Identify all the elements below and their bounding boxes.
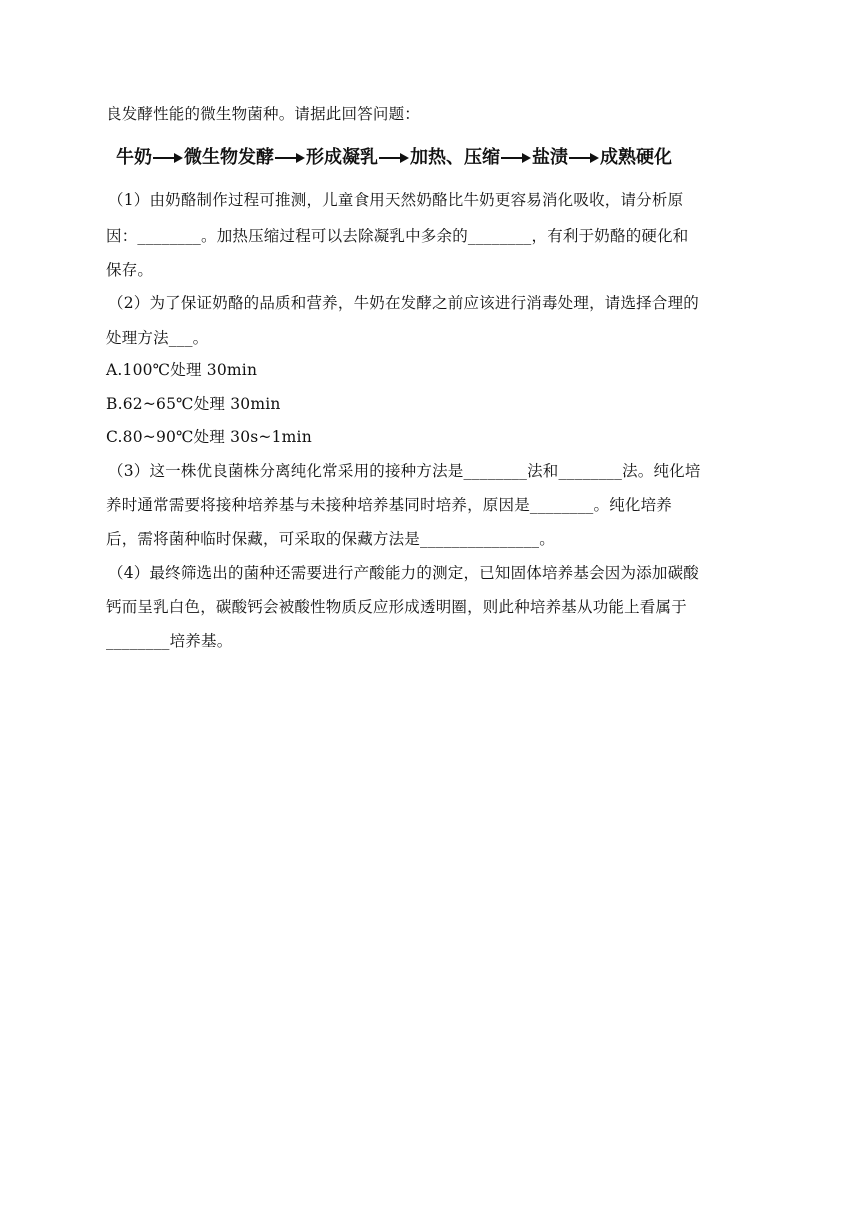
question-4-line-1: （4）最终筛选出的菌种还需要进行产酸能力的测定，已知固体培养基会因为添加碳酸 <box>108 564 699 582</box>
arrow-right-icon <box>379 153 409 163</box>
question-2-option-a: A.100℃处理 30min <box>106 361 258 379</box>
intro-text: 良发酵性能的微生物菌种。请据此回答问题： <box>106 105 421 123</box>
process-flow-diagram <box>116 146 672 170</box>
question-3-line-3: 后，需将菌种临时保藏，可采取的保藏方法是_______________。 <box>106 530 555 548</box>
question-1-line-2: 因：________。加热压缩过程可以去除凝乳中多余的________，有利于奶酪的硬化和 <box>106 227 689 245</box>
flow-step-curd: 形成凝乳 <box>306 147 378 168</box>
arrow-right-icon <box>153 153 183 163</box>
question-2-line-1: （2）为了保证奶酪的品质和营养，牛奶在发酵之前应该进行消毒处理，请选择合理的 <box>108 294 699 312</box>
question-4-line-2: 钙而呈乳白色，碳酸钙会被酸性物质反应形成透明圈，则此种培养基从功能上看属于 <box>106 598 687 616</box>
flow-step-ripening: 成熟硬化 <box>600 147 672 168</box>
question-4-line-3: ________培养基。 <box>106 632 233 650</box>
question-2-line-2: 处理方法___。 <box>106 329 209 347</box>
arrow-right-icon <box>501 153 531 163</box>
question-3-line-1: （3）这一株优良菌株分离纯化常采用的接种方法是________法和________法。纯化培 <box>108 462 701 480</box>
flow-step-milk: 牛奶 <box>116 147 152 168</box>
question-2-option-b: B.62~65℃处理 30min <box>106 395 281 413</box>
flow-step-fermentation: 微生物发酵 <box>184 147 274 168</box>
question-1-line-1: （1）由奶酪制作过程可推测，儿童食用天然奶酪比牛奶更容易消化吸收，请分析原 <box>108 191 684 209</box>
question-3-line-2: 养时通常需要将接种培养基与未接种培养基同时培养，原因是________。纯化培养 <box>106 496 673 514</box>
flow-step-heat-press: 加热、压缩 <box>410 147 500 168</box>
arrow-right-icon <box>275 153 305 163</box>
arrow-right-icon <box>569 153 599 163</box>
question-2-option-c: C.80~90℃处理 30s~1min <box>106 428 312 446</box>
flow-step-salting: 盐渍 <box>532 147 568 168</box>
question-1-line-3: 保存。 <box>106 261 154 279</box>
